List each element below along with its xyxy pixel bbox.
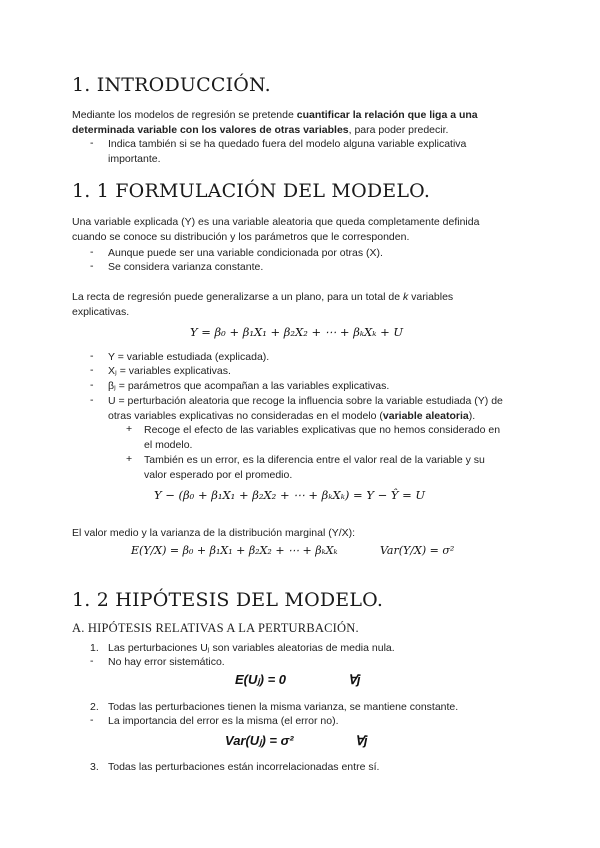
intro-bullet-1 <box>108 137 518 166</box>
definition-beta: βⱼ = parámetros que acompañan a las variables explicativas. <box>108 380 390 392</box>
formulacion-p1-line-2: cuando se conoce su distribución y los parámetros que le corresponden. <box>72 230 410 243</box>
bullet-dash: - <box>90 137 94 149</box>
sub-bullet-2-line-1: También es un error, es la diferencia entre el valor real de la variable y su <box>144 454 485 466</box>
forall-j-2: ∀j <box>355 733 368 748</box>
forall-j-1: ∀j <box>348 672 361 687</box>
formulacion-paragraph-1 <box>72 215 532 244</box>
equation-expected-value: E(Y/X) = β₀ + β₁X₁ + β₂X₂ + ⋯ + βₖXₖ <box>131 544 338 557</box>
formulacion-p2-k: k <box>402 291 409 303</box>
definition-u-line-2-post: ). <box>468 409 476 422</box>
equation-constant-variance: Var(Uⱼ) = σ² <box>225 733 294 748</box>
hypothesis-number-3: 3. <box>90 761 99 773</box>
sub-bullet-2-line-2: valor esperado por el promedio. <box>144 468 293 481</box>
definition-y: Y = variable estudiada (explicada). <box>108 351 270 363</box>
section-title-hipotesis: 1. 2 HIPÓTESIS DEL MODELO. <box>72 589 384 611</box>
bullet-dash: - <box>90 394 94 406</box>
section-title-introduccion: 1. INTRODUCCIÓN. <box>72 74 271 96</box>
equation-perturbation: Y − (β₀ + β₁X₁ + β₂X₂ + ⋯ + βₖXₖ) = Y − Ŷ = U <box>154 488 426 502</box>
formulacion-bullet-2: Se considera varianza constante. <box>108 261 264 273</box>
sub-bullet-1 <box>144 423 544 452</box>
bullet-dash: - <box>90 246 94 258</box>
sub-bullet-1-line-2: el modelo. <box>144 438 193 451</box>
bullet-dash: - <box>90 364 94 376</box>
hypothesis-3: Todas las perturbaciones están incorrelacionadas entre sí. <box>108 761 380 773</box>
intro-text-bold: cuantificar la relación que liga a una determinada variable con los valores de otras variables <box>72 109 478 136</box>
formulacion-bullet-1: Aunque puede ser una variable condicionada por otras (X). <box>108 247 383 259</box>
hypothesis-2: Todas las perturbaciones tienen la misma varianza, se mantiene constante. <box>108 701 459 713</box>
sub-bullet-plus: + <box>126 423 133 435</box>
definition-u <box>108 394 538 423</box>
formulacion-p1-line-1: Una variable explicada (Y) es una variable aleatoria que queda completamente definida <box>72 216 480 228</box>
bullet-dash: - <box>90 260 94 272</box>
bullet-dash: - <box>90 350 94 362</box>
sub-bullet-1-line-1: Recoge el efecto de las variables explicativas que no hemos considerado en <box>144 424 501 436</box>
formulacion-paragraph-3: El valor medio y la varianza de la distribución marginal (Y/X): <box>72 527 356 539</box>
definition-xj: Xⱼ = variables explicativas. <box>108 365 231 377</box>
hypothesis-1-bullet: No hay error sistemático. <box>108 656 225 668</box>
hypothesis-2-bullet: La importancia del error es la misma (el error no). <box>108 715 339 727</box>
formulacion-paragraph-2 <box>72 290 532 319</box>
definition-u-bold: variable aleatoria <box>382 409 469 422</box>
bullet-dash: - <box>90 379 94 391</box>
bullet-dash: - <box>90 655 94 667</box>
section-title-formulacion: 1. 1 FORMULACIÓN DEL MODELO. <box>72 180 431 202</box>
bullet-dash: - <box>90 714 94 726</box>
sub-bullet-plus: + <box>126 453 133 465</box>
intro-bullet-1-line-1: Indica también si se ha quedado fuera del modelo alguna variable explicativa <box>108 138 467 150</box>
equation-regression-plane: Y = β₀ + β₁X₁ + β₂X₂ + ⋯ + βₖXₖ + U <box>190 325 404 339</box>
intro-text-pre: Mediante los modelos de regresión se pretende <box>72 109 297 121</box>
sub-bullet-2 <box>144 453 544 482</box>
intro-bullet-1-line-2: importante. <box>108 152 161 165</box>
hypothesis-1: Las perturbaciones Uⱼ son variables aleatorias de media nula. <box>108 642 395 654</box>
formulacion-p2-line-2: explicativas. <box>72 305 130 318</box>
definition-u-line-1: U = perturbación aleatoria que recoge la influencia sobre la variable estudiada (Y) de <box>108 395 503 407</box>
intro-paragraph <box>72 108 512 137</box>
equation-variance: Var(Y/X) = σ² <box>380 544 455 557</box>
formulacion-p2-pre: La recta de regresión puede generalizarse a un plano, para un total de <box>72 291 403 303</box>
equation-zero-mean: E(Uⱼ) = 0 <box>235 672 287 687</box>
hypothesis-number-2: 2. <box>90 701 99 713</box>
hypothesis-number-1: 1. <box>90 642 99 654</box>
intro-text-post: , para poder predecir. <box>348 123 449 136</box>
formulacion-p2-post: variables <box>408 291 454 303</box>
subsection-title-perturbacion: A. HIPÓTESIS RELATIVAS A LA PERTURBACIÓN. <box>72 621 359 635</box>
definition-u-line-2-pre: otras variables explicativas no consideradas en el modelo ( <box>108 409 383 422</box>
